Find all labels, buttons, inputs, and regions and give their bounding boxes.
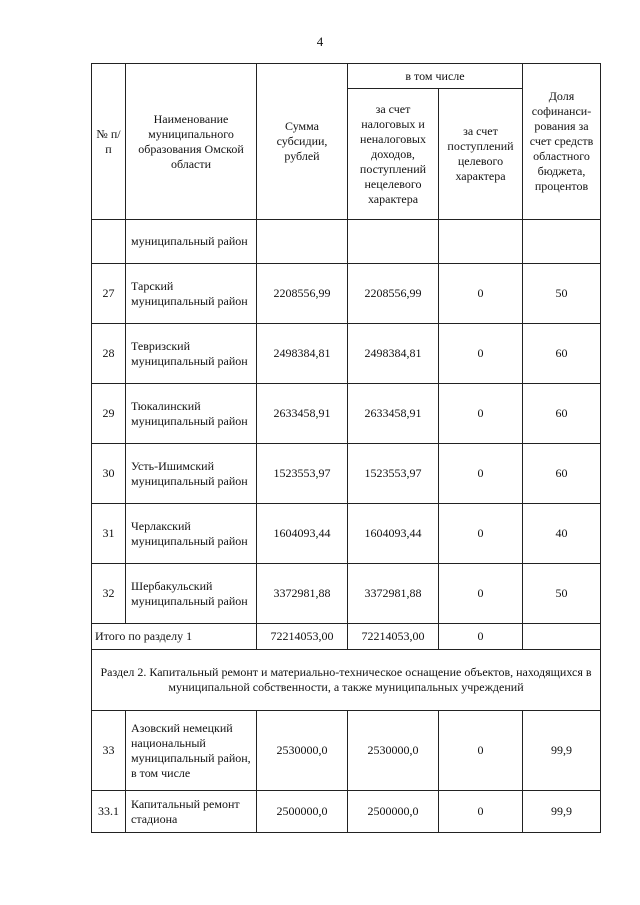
header-target: за счет поступлений целевого характера <box>439 89 523 220</box>
total-non-target: 72214053,00 <box>348 624 439 650</box>
row-sum: 1523553,97 <box>257 444 348 504</box>
row-sum: 2633458,91 <box>257 384 348 444</box>
header-name: Наименование муниципального образования Омской области <box>126 64 257 220</box>
table-row <box>92 504 601 564</box>
table-row <box>92 384 601 444</box>
section-row <box>92 650 601 711</box>
total-row <box>92 624 601 650</box>
row-share: 60 <box>523 324 601 384</box>
row-num: 30 <box>92 444 126 504</box>
row-name: Азовский немецкий национальный муниципальный район, в том числе <box>126 711 257 791</box>
header-including: в том числе <box>348 64 523 89</box>
page-number: 4 <box>316 34 324 49</box>
row-name: Капитальный ремонт стадиона <box>126 791 257 833</box>
row-share: 60 <box>523 384 601 444</box>
table-row <box>92 564 601 624</box>
row-share: 50 <box>523 264 601 324</box>
row-num: 32 <box>92 564 126 624</box>
row-name: Тюкалинский муниципальный район <box>126 384 257 444</box>
continuation-name: муниципальный район <box>126 220 257 264</box>
row-num: 27 <box>92 264 126 324</box>
row-share: 50 <box>523 564 601 624</box>
row-sum: 1604093,44 <box>257 504 348 564</box>
table-row <box>92 444 601 504</box>
row-target: 0 <box>439 791 523 833</box>
header-num: № п/п <box>92 64 126 220</box>
table-row <box>92 324 601 384</box>
row-share: 99,9 <box>523 711 601 791</box>
row-name: Черлакский муниципальный район <box>126 504 257 564</box>
header-share: Доля софинанси-рования за счет средств областного бюджета, процентов <box>523 64 601 220</box>
table-row <box>92 220 601 264</box>
total-label: Итого по разделу 1 <box>92 624 257 650</box>
row-num: 33.1 <box>92 791 126 833</box>
total-sum: 72214053,00 <box>257 624 348 650</box>
row-name: Шербакульский муниципальный район <box>126 564 257 624</box>
row-non-target: 2500000,0 <box>348 791 439 833</box>
row-num: 33 <box>92 711 126 791</box>
header-sum: Сумма субсидии, рублей <box>257 64 348 220</box>
row-share: 99,9 <box>523 791 601 833</box>
subsidy-table <box>91 63 601 833</box>
row-sum: 2208556,99 <box>257 264 348 324</box>
row-target: 0 <box>439 711 523 791</box>
row-target: 0 <box>439 384 523 444</box>
row-num: 31 <box>92 504 126 564</box>
row-target: 0 <box>439 264 523 324</box>
row-sum: 2498384,81 <box>257 324 348 384</box>
row-share: 40 <box>523 504 601 564</box>
row-non-target: 1523553,97 <box>348 444 439 504</box>
row-target: 0 <box>439 324 523 384</box>
row-non-target: 2530000,0 <box>348 711 439 791</box>
row-non-target: 2498384,81 <box>348 324 439 384</box>
row-name: Усть-Ишимский муниципальный район <box>126 444 257 504</box>
table-row <box>92 711 601 791</box>
row-name: Тевризский муниципальный район <box>126 324 257 384</box>
section-2-title: Раздел 2. Капитальный ремонт и материально-техническое оснащение объектов, находящихся в муниципальной собственности, а также муниципальных учреждений <box>92 650 601 711</box>
row-target: 0 <box>439 564 523 624</box>
total-target: 0 <box>439 624 523 650</box>
row-target: 0 <box>439 504 523 564</box>
row-sum: 3372981,88 <box>257 564 348 624</box>
row-num: 29 <box>92 384 126 444</box>
row-num: 28 <box>92 324 126 384</box>
row-non-target: 2633458,91 <box>348 384 439 444</box>
row-target: 0 <box>439 444 523 504</box>
row-non-target: 1604093,44 <box>348 504 439 564</box>
row-non-target: 3372981,88 <box>348 564 439 624</box>
row-sum: 2500000,0 <box>257 791 348 833</box>
row-sum: 2530000,0 <box>257 711 348 791</box>
table-row <box>92 264 601 324</box>
row-name: Тарский муниципальный район <box>126 264 257 324</box>
row-share: 60 <box>523 444 601 504</box>
row-non-target: 2208556,99 <box>348 264 439 324</box>
header-non-target: за счет налоговых и неналоговых доходов, поступлений нецелевого характера <box>348 89 439 220</box>
table-row <box>92 791 601 833</box>
